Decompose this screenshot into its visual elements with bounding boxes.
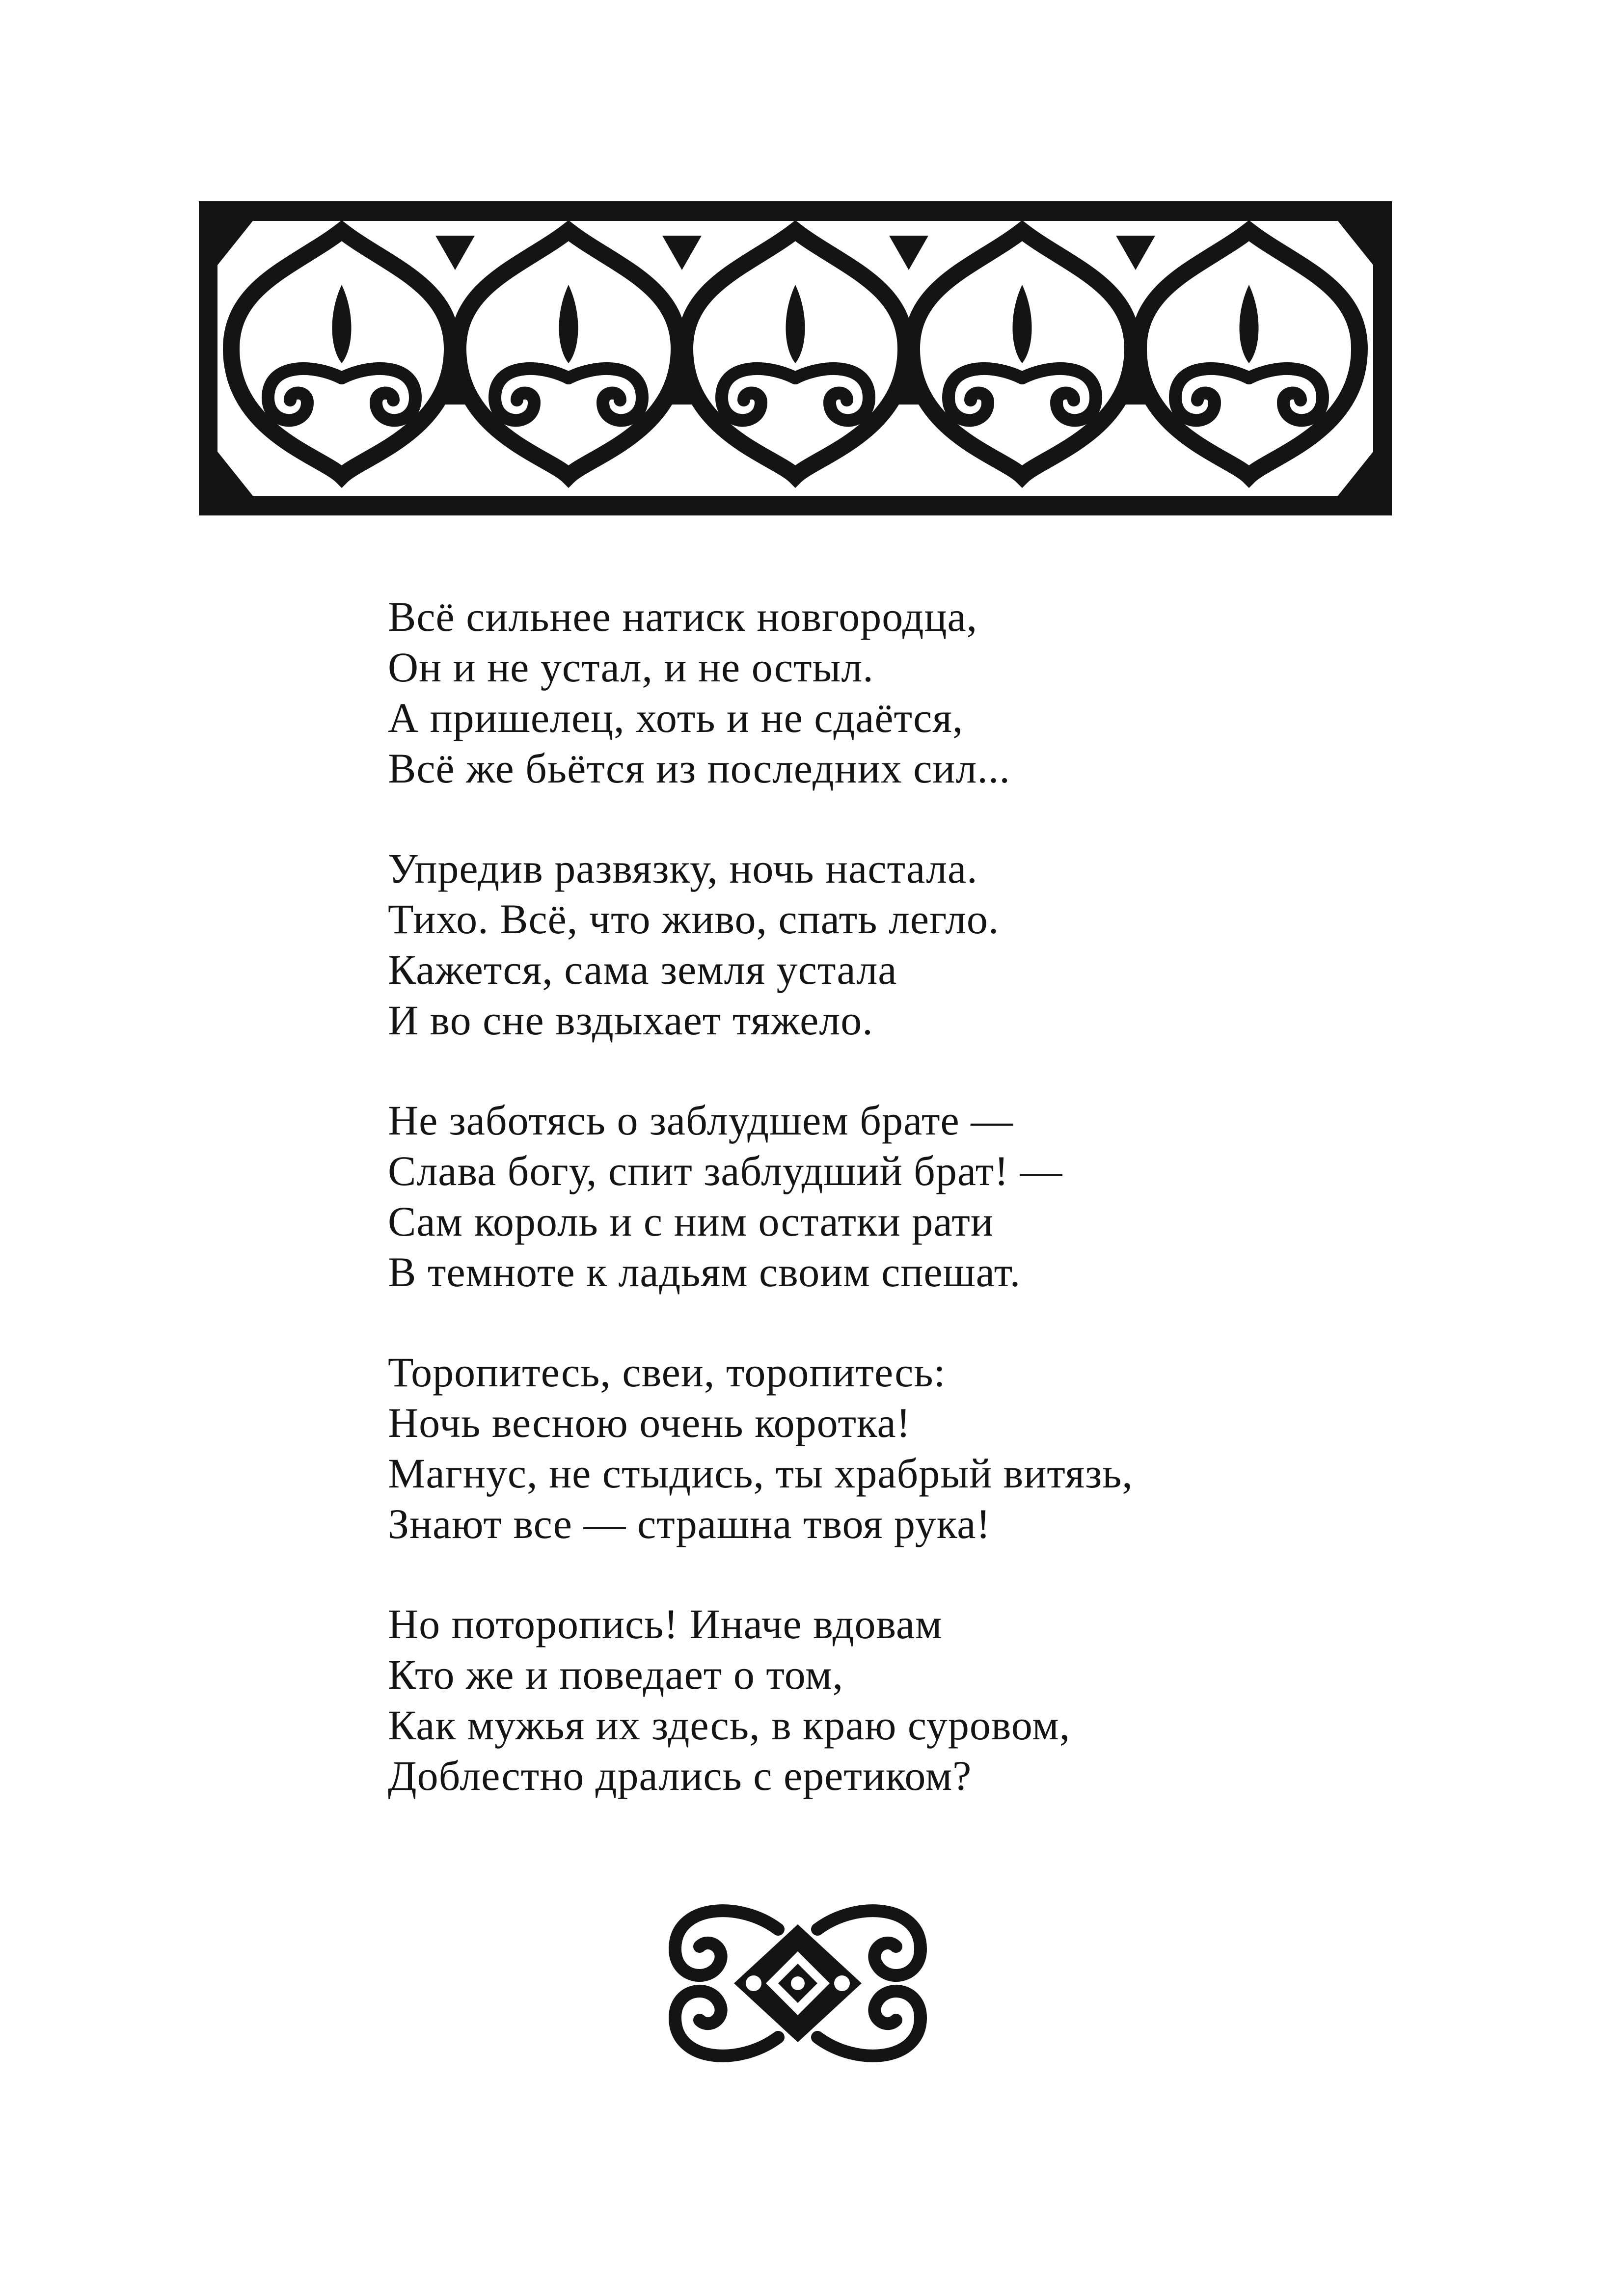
poem-line: Сам король и с ним остатки рати [388,1198,994,1245]
poem-line: Торопитесь, свеи, торопитесь: [388,1349,946,1396]
stanza [388,843,1370,1046]
poem-line: И во сне вздыхает тяжело. [388,997,873,1044]
poem-line: Тихо. Всё, что живо, спать легло. [388,895,1000,943]
stanza [388,1347,1370,1549]
poem-line: Ночь весною очень коротка! [388,1399,911,1446]
poem-line: Как мужья их здесь, в краю суровом, [388,1702,1071,1749]
stanza [388,1095,1370,1297]
poem-line: Но поторопись! Иначе вдовам [388,1600,943,1648]
poem-line: Всё сильнее натиск новгородца, [388,593,978,640]
top-ornament-border [199,201,1392,515]
stanza [388,592,1370,794]
poem-line: Он и не устал, и не остыл. [388,644,874,691]
poem-line: Всё же бьётся из последних сил... [388,745,1010,792]
tailpiece-ornament [655,1895,940,2072]
poem-line: Слава богу, спит заблудший брат! — [388,1147,1063,1194]
poem-line: В темноте к ладьям своим спешат. [388,1248,1021,1296]
poem-line: Не заботясь о заблудшем брате — [388,1097,1014,1144]
poem-line: Магнус, не стыдись, ты храбрый витязь, [388,1450,1133,1497]
poem [388,592,1370,1851]
poem-line: Доблестно дрались с еретиком? [388,1752,972,1799]
poem-line: Кто же и поведает о том, [388,1651,844,1698]
poem-line: Знают все — страшна твоя рука! [388,1500,991,1547]
poem-line: А пришелец, хоть и не сдаётся, [388,694,964,741]
poem-line: Упредив развязку, ночь настала. [388,845,978,892]
poem-line: Кажется, сама земля устала [388,946,897,993]
stanza [388,1599,1370,1801]
